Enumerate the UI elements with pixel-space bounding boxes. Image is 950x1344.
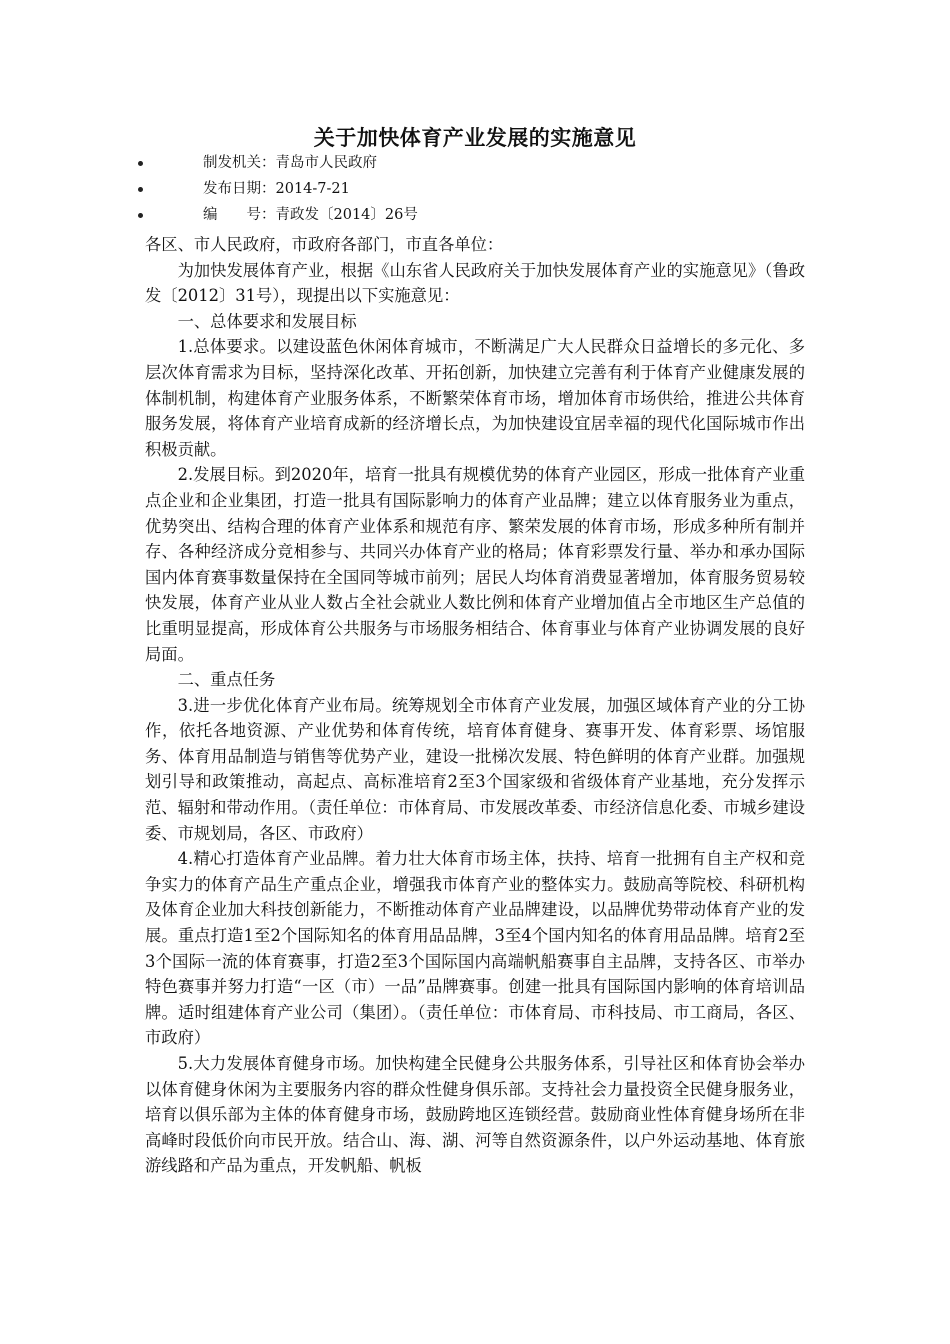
section-heading-2: 二、重点任务 [177,670,276,690]
paragraph-2: 2.发展目标。到2020年，培育一批具有规模优势的体育产业园区，形成一批体育产业重点企业和企业集团，打造一批具有国际影响力的体育产业品牌；建立以体育服务业为重点，优势突出、结构合理的体育产业体系和规范有序、繁荣发展的体育市场，形成多种所有制并存、各种经济成分竞相参与、共同兴办体育产业的格局；体育彩票发行量、举办和承办国际国内体育赛事数量保持在全国同等城市前列；居民人均体育消费显著增加，体育服务贸易较快发展，体育产业从业人数占全社会就业人数比例和体育产业增加值占全市地区生产总值的比重明显提高，形成体育公共服务与市场服务相结合、体育事业与体育产业协调发展的良好局面。 [145,465,805,664]
document-title: 关于加快体育产业发展的实施意见 [313,126,637,150]
meta-number [138,202,798,228]
meta-date [138,176,798,202]
bullet-icon [138,213,143,218]
meta-issuer [138,150,798,176]
paragraph-4: 4.精心打造体育产业品牌。着力壮大体育市场主体，扶持、培育一批拥有自主产权和竞争实力的体育产品生产重点企业，增强我市体育产业的整体实力。鼓励高等院校、科研机构及体育企业加大科技创新能力，不断推动体育产业品牌建设，以品牌优势带动体育产业的发展。重点打造1至2个国际知名的体育用品品牌，3至4个国内知名的体育用品品牌。培育2至3个国际一流的体育赛事，打造2至3个国际国内高端帆船赛事自主品牌，支持各区、市举办特色赛事并努力打造“一区（市）一品”品牌赛事。创建一批具有国际国内影响的体育培训品牌。适时组建体育产业公司（集团）。（责任单位：市体育局、市科技局、市工商局，各区、市政府） [145,849,805,1048]
meta-date-label: 发布日期： [203,181,276,197]
document-body [145,232,805,1179]
intro-paragraph: 为加快发展体育产业，根据《山东省人民政府关于加快发展体育产业的实施意见》（鲁政发〔2012〕31号），现提出以下实施意见： [145,260,805,306]
meta-issuer-label: 制发机关： [203,155,276,171]
salutation: 各区、市人民政府，市政府各部门，市直各单位： [145,235,504,254]
paragraph-3: 3.进一步优化体育产业布局。统筹规划全市体育产业发展，加强区域体育产业的分工协作，依托各地资源、产业优势和体育传统，培育体育健身、赛事开发、体育彩票、场馆服务、体育用品制造与销售等优势产业，建设一批梯次发展、特色鲜明的体育产业群。加强规划引导和政策推动，高起点、高标准培育2至3个国家级和省级体育产业基地，充分发挥示范、辐射和带动作用。（责任单位：市体育局、市发展改革委、市经济信息化委、市城乡建设委、市规划局，各区、市政府） [145,695,805,843]
meta-number-label: 编 号： [203,207,276,223]
meta-issuer-value: 青岛市人民政府 [275,155,377,171]
meta-number-value: 青政发〔2014〕26号 [275,207,418,223]
paragraph-5: 5.大力发展体育健身市场。加快构建全民健身公共服务体系，引导社区和体育协会举办以体育健身休闲为主要服务内容的群众性健身俱乐部。支持社会力量投资全民健身服务业，培育以俱乐部为主体的体育健身市场，鼓励跨地区连锁经营。鼓励商业性体育健身场所在非高峰时段低价向市民开放。结合山、海、湖、河等自然资源条件，以户外运动基地、体育旅游线路和产品为重点，开发帆船、帆板 [145,1054,805,1176]
bullet-icon [138,187,143,192]
bullet-icon [138,161,143,166]
paragraph-1: 1.总体要求。以建设蓝色休闲体育城市，不断满足广大人民群众日益增长的多元化、多层次体育需求为目标，坚持深化改革、开拓创新，加快建立完善有利于体育产业健康发展的体制机制，构建体育产业服务体系，不断繁荣体育市场，增加体育市场供给，推进公共体育服务发展，将体育产业培育成新的经济增长点，为加快建设宜居幸福的现代化国际城市作出积极贡献。 [145,337,805,459]
document-meta-list [138,150,798,228]
meta-date-value: 2014-7-21 [275,181,350,197]
section-heading-1: 一、总体要求和发展目标 [177,311,357,331]
